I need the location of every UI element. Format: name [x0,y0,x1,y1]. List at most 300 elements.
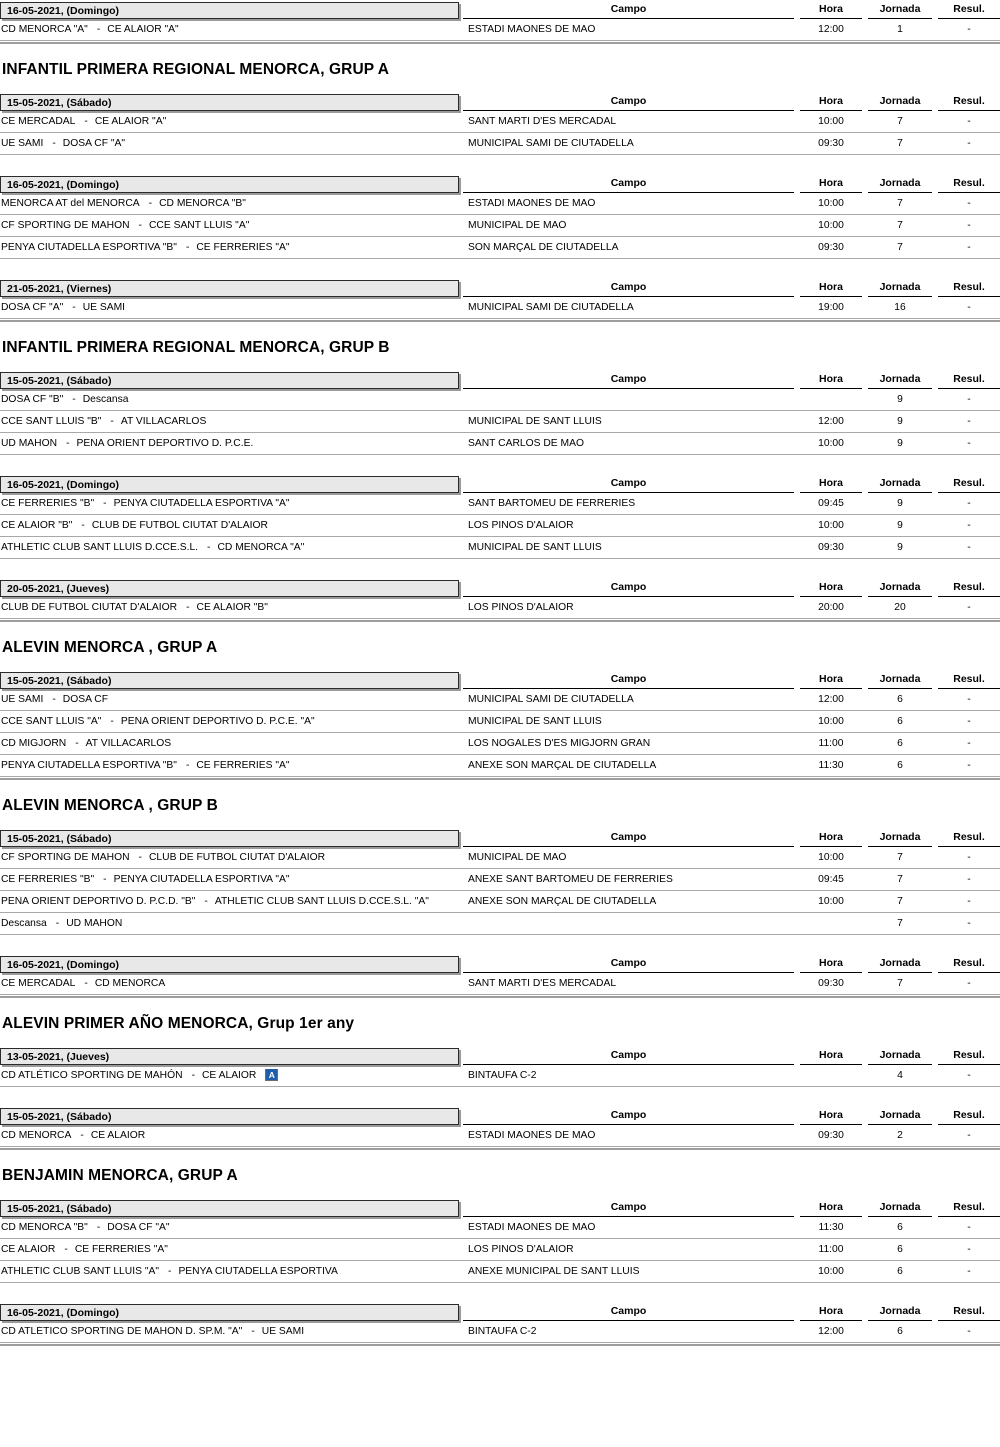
match-time: 11:30 [818,760,844,772]
column-header-resul: Resul. [938,831,1000,847]
match-result: - [967,498,971,510]
table-row [0,913,1000,935]
day-block [0,278,1000,319]
match-result: - [967,520,971,532]
match-result: - [967,738,971,750]
away-team: ATHLETIC CLUB SANT LLUÍS D.CCE.S.L. "A" [214,896,429,908]
column-header-campo: Campo [463,1201,794,1217]
match-venue: ANEXE MUNICIPAL DE SANT LLUIS [468,1266,640,1278]
day-block [0,1106,1000,1147]
match-result: - [967,116,971,128]
day-header [0,278,1000,297]
table-row [0,111,1000,133]
table-row [0,411,1000,433]
column-header-jornada: Jornada [868,373,932,389]
away-team: CD MENORCA "A" [217,542,305,554]
table-row [0,711,1000,733]
match-teams [0,24,464,35]
date-label: 16-05-2021, (Domingo) [0,1304,459,1321]
column-headers [463,670,1000,689]
home-team: ATHLETIC CLUB SANT LLUÍS "A" [1,1266,159,1278]
column-header-campo: Campo [463,95,794,111]
away-team: DOSA CF [62,694,108,706]
home-team: CCE SANT LLUIS "A" [1,716,102,728]
table-row [0,847,1000,869]
table-row [0,733,1000,755]
match-time: 10:00 [818,438,844,450]
match-venue: BINTAUFA C-2 [468,1326,537,1338]
match-teams [0,716,464,727]
match-result: - [967,242,971,254]
home-team: CD ATLÉTICO SPORTING DE MAHÓN [1,1070,183,1082]
home-team: CD ATLÉTICO SPORTING DE MAHÓN D. SP.M. "A" [1,1326,243,1338]
match-time: 11:30 [818,1222,844,1234]
match-venue: SON MARÇAL DE CIUTADELLA [468,242,619,254]
column-header-hora: Hora [800,673,862,689]
match-venue: ANEXE SANT BARTOMEU DE FERRERIES [468,874,673,886]
match-result: - [967,302,971,314]
versus-separator: - [186,602,190,614]
versus-separator: - [168,1266,172,1278]
versus-separator: - [148,198,153,210]
competition-title: INFANTIL PRIMERA REGIONAL MENORCA, GRUP B [2,339,390,357]
column-header-resul: Resul. [938,957,1000,973]
versus-separator: - [80,1130,84,1142]
column-header-resul: Resul. [938,1305,1000,1321]
date-label: 15-05-2021, (Sábado) [0,94,459,111]
day-header [0,92,1000,111]
match-teams [0,394,464,405]
away-team: CE ALAIOR [202,1070,257,1082]
match-matchday: 7 [897,220,903,232]
match-time: 10:00 [818,198,844,210]
column-header-campo: Campo [463,1049,794,1065]
column-header-hora: Hora [800,831,862,847]
column-headers [463,474,1000,493]
column-headers [463,1198,1000,1217]
match-venue: MUNICIPAL DE SANT LLUIS [468,416,602,428]
column-header-jornada: Jornada [868,581,932,597]
table-row [0,1065,1000,1087]
date-label: 15-05-2021, (Sábado) [0,830,459,847]
match-teams [0,738,464,749]
match-matchday: 6 [897,760,903,772]
day-header [0,0,1000,19]
column-header-jornada: Jornada [868,95,932,111]
away-team: CCE SANT LLUIS "A" [148,220,250,232]
match-time: 10:00 [818,716,844,728]
competition-title: ALEVIN MENORCA , GRUP B [2,797,218,815]
match-teams [0,896,464,907]
match-matchday: 9 [897,498,903,510]
day-block [0,578,1000,619]
column-header-campo: Campo [463,1109,794,1125]
match-time: 10:00 [818,220,844,232]
column-headers [463,0,1000,19]
column-header-hora: Hora [800,1049,862,1065]
match-matchday: 16 [894,302,906,314]
match-matchday: 9 [897,438,903,450]
away-team: AT VILLACARLOS [120,416,207,428]
away-team: CE FERRERIES "A" [196,760,290,772]
column-header-resul: Resul. [938,95,1000,111]
column-header-jornada: Jornada [868,957,932,973]
match-teams [0,852,464,863]
match-teams [0,242,464,253]
match-matchday: 7 [897,978,903,990]
table-row [0,493,1000,515]
date-label: 16-05-2021, (Domingo) [0,956,459,973]
day-header [0,1106,1000,1125]
home-team: UD MAHON [1,438,58,450]
column-header-campo: Campo [463,673,794,689]
table-row [0,1217,1000,1239]
column-header-jornada: Jornada [868,1109,932,1125]
home-team: CF SPORTING DE MAHON [1,220,130,232]
home-team: PEÑA ORIENT DEPORTIVO D. P.C.D. "B" [1,896,196,908]
versus-separator: - [52,138,56,150]
competition-section [0,323,1000,623]
match-time: 09:30 [818,978,844,990]
match-time: 12:00 [818,694,844,706]
match-matchday: 7 [897,918,903,930]
match-time: 10:00 [818,1266,844,1278]
versus-separator: - [185,242,190,254]
column-header-jornada: Jornada [868,1049,932,1065]
away-team: CD MENORCA "B" [159,198,246,210]
match-result: - [967,760,971,772]
column-header-campo: Campo [463,373,794,389]
competition-section [0,781,1000,999]
table-row [0,869,1000,891]
date-label: 16-05-2021, (Domingo) [0,476,459,493]
match-teams [0,1222,464,1233]
match-result: - [967,978,971,990]
match-result: - [967,438,971,450]
match-teams [0,198,464,209]
match-time: 20:00 [818,602,844,614]
away-team: CE ALAIOR [90,1130,146,1142]
column-headers [463,578,1000,597]
column-header-campo: Campo [463,581,794,597]
competition-title: ALEVIN MENORCA , GRUP A [2,639,218,657]
versus-separator: - [75,738,79,750]
away-team: UE SAMI [82,302,126,314]
date-label: 16-05-2021, (Domingo) [0,176,459,193]
home-team: MENORCA AT del MENORCA [1,198,140,210]
match-venue: MUNICIPAL SAMI DE CIUTADELLA [468,138,634,150]
versus-separator: - [64,1244,68,1256]
competition-title: BENJAMIN MENORCA, GRUP A [2,1167,238,1185]
column-headers [463,1046,1000,1065]
match-venue: MUNICIPAL DE MAÓ [468,852,567,864]
column-header-hora: Hora [800,1109,862,1125]
match-matchday: 6 [897,1326,903,1338]
match-matchday: 6 [897,738,903,750]
versus-separator: - [96,24,101,35]
date-label: 15-05-2021, (Sábado) [0,672,459,689]
match-time: 09:30 [818,1130,844,1142]
day-header [0,578,1000,597]
column-header-hora: Hora [800,957,862,973]
away-team: DOSA CF "A" [107,1222,170,1234]
match-matchday: 1 [897,24,903,35]
home-team: DOSA CF "B" [1,394,64,406]
home-team: CCE SANT LLUÍS "B" [1,416,102,428]
away-team: DOSA CF "A" [62,138,126,150]
column-header-campo: Campo [463,177,794,193]
match-matchday: 7 [897,874,903,886]
table-row [0,1261,1000,1283]
away-team: CE FERRERIES "A" [196,242,290,254]
match-teams [0,116,464,127]
match-result: - [967,1266,971,1278]
match-time: 12:00 [818,1326,844,1338]
match-venue: MUNICIPAL SAMI DE CIUTADELLA [468,694,634,706]
column-header-hora: Hora [800,1305,862,1321]
match-result: - [967,918,971,930]
day-header [0,954,1000,973]
match-result: - [967,1244,971,1256]
match-teams [0,138,464,149]
day-block [0,1046,1000,1087]
table-row [0,433,1000,455]
match-result: - [967,394,971,406]
home-team: CD MENORCA "B" [1,1222,88,1234]
column-header-campo: Campo [463,1305,794,1321]
table-row [0,755,1000,777]
match-time: 10:00 [818,520,844,532]
column-header-campo: Campo [463,477,794,493]
competition-title: INFANTIL PRIMERA REGIONAL MENORCA, GRUP A [2,61,390,78]
match-matchday: 20 [894,602,906,614]
match-teams [0,1130,464,1141]
column-header-resul: Resul. [938,1049,1000,1065]
match-venue: ANEXE SON MARÇAL DE CIUTADELLA [468,760,657,772]
match-matchday: 9 [897,542,903,554]
away-team: CE ALAIOR "A" [94,116,167,128]
versus-separator: - [191,1070,195,1082]
home-team: CE MERCADAL [1,116,76,128]
versus-separator: - [103,874,107,886]
match-time: 09:30 [818,542,844,554]
day-block [0,474,1000,559]
away-team: PENYA CIUTADELLA ESPORTIVA "A" [113,498,290,510]
column-header-campo: Campo [463,831,794,847]
match-teams [0,520,464,531]
table-row [0,237,1000,259]
day-header [0,174,1000,193]
match-venue: MUNICIPAL DE SANT LLUIS [468,542,602,554]
away-team: PENYA CIUTADELLA ESPORTIVA [178,1266,338,1278]
table-row [0,133,1000,155]
match-venue: ANEXE SON MARÇAL DE CIUTADELLA [468,896,657,908]
table-row [0,515,1000,537]
day-block [0,670,1000,777]
away-team: UE SAMI [261,1326,305,1338]
home-team: DOSA CF "A" [1,302,64,314]
match-matchday: 4 [897,1070,903,1082]
versus-separator: - [81,520,85,532]
match-matchday: 7 [897,116,903,128]
column-header-resul: Resul. [938,1109,1000,1125]
day-block [0,0,1000,41]
section-divider [0,1344,1000,1347]
versus-separator: - [96,1222,101,1234]
home-team: ATHLETIC CLUB SANT LLUÍS D.CCE.S.L. [1,542,199,554]
date-label: 15-05-2021, (Sábado) [0,1108,459,1125]
versus-separator: - [138,852,142,864]
match-time: 10:00 [818,896,844,908]
table-row [0,537,1000,559]
versus-separator: - [110,716,114,728]
home-team: CF SPORTING DE MAHON [1,852,130,864]
versus-separator: - [207,542,211,554]
match-venue: MUNICIPAL DE MAÓ [468,220,567,232]
column-header-resul: Resul. [938,281,1000,297]
away-team: CE FERRERIES "A" [74,1244,168,1256]
home-team: CE ALAIOR "B" [1,520,73,532]
match-matchday: 6 [897,716,903,728]
match-result: - [967,874,971,886]
column-header-resul: Resul. [938,3,1000,19]
day-header [0,1198,1000,1217]
column-headers [463,1302,1000,1321]
day-header [0,370,1000,389]
column-header-hora: Hora [800,373,862,389]
match-result: - [967,1326,971,1338]
versus-separator: - [84,978,88,990]
match-venue: SANT MARTI D'ES MERCADAL [468,116,617,128]
match-time: 09:30 [818,138,844,150]
away-team: CD MENORCA [94,978,166,990]
column-header-resul: Resul. [938,1201,1000,1217]
table-row [0,19,1000,41]
day-header [0,670,1000,689]
column-headers [463,174,1000,193]
table-row [0,973,1000,995]
match-teams [0,694,464,705]
versus-separator: - [185,760,190,772]
column-header-resul: Resul. [938,673,1000,689]
match-result: - [967,220,971,232]
table-row [0,597,1000,619]
match-teams [0,220,464,231]
match-venue: ESTADI MAONÉS DE MAÓ [468,1130,596,1142]
match-venue: LOS PINOS D'ALAIOR [468,602,574,614]
versus-separator: - [52,694,56,706]
column-header-resul: Resul. [938,477,1000,493]
match-teams [0,498,464,509]
versus-separator: - [72,394,76,406]
date-label: 16-05-2021, (Domingo) [0,2,459,19]
column-header-hora: Hora [800,95,862,111]
day-header [0,474,1000,493]
day-block [0,1198,1000,1283]
home-team: PENYA CIUTADELLA ESPORTIVA "B" [1,760,177,772]
versus-separator: - [251,1326,255,1338]
match-venue: ESTADI MAONÉS DE MAÓ [468,1222,596,1234]
home-team: UE SAMI [1,694,44,706]
match-time: 09:30 [818,242,844,254]
versus-separator: - [110,416,114,428]
day-header [0,1302,1000,1321]
match-result: - [967,542,971,554]
match-venue: LOS PINOS D'ALAIOR [468,520,574,532]
away-team: PENYA CIUTADELLA ESPORTIVA "A" [113,874,290,886]
match-result: - [967,1222,971,1234]
column-header-campo: Campo [463,281,794,297]
column-headers [463,828,1000,847]
competition-section [0,999,1000,1151]
attachment-icon[interactable]: A [265,1069,278,1081]
column-header-campo: Campo [463,957,794,973]
date-label: 21-05-2021, (Viernes) [0,280,459,297]
match-teams [0,542,464,553]
table-row [0,891,1000,913]
match-matchday: 9 [897,394,903,406]
column-headers [463,370,1000,389]
versus-separator: - [55,918,60,930]
match-teams [0,302,464,313]
table-row [0,689,1000,711]
away-team: CLUB DE FUTBOL CIUTAT D'ALAIOR [148,852,326,864]
match-venue: SANT BARTOMEU DE FERRERIES [468,498,636,510]
competition-section [0,0,1000,45]
column-headers [463,92,1000,111]
column-header-hora: Hora [800,281,862,297]
match-time: 09:45 [818,874,844,886]
competition-section [0,45,1000,323]
away-team: Descansa [82,394,129,406]
day-block [0,92,1000,155]
column-header-jornada: Jornada [868,281,932,297]
match-matchday: 7 [897,896,903,908]
competition-title: ALEVIN PRIMER AÑO MENORCA, Grup 1er any [2,1015,355,1033]
home-team: CE MERCADAL [1,978,76,990]
match-result: - [967,852,971,864]
day-block [0,1302,1000,1343]
day-block [0,174,1000,259]
versus-separator: - [138,220,142,232]
column-header-hora: Hora [800,477,862,493]
column-header-jornada: Jornada [868,3,932,19]
table-row [0,1239,1000,1261]
match-venue: SANT MARTI D'ES MERCADAL [468,978,617,990]
match-time: 10:00 [818,852,844,864]
day-header [0,1046,1000,1065]
column-header-hora: Hora [800,1201,862,1217]
away-team: PEÑA ORIENT DEPORTIVO D. P.C.E. [76,438,254,450]
versus-separator: - [72,302,76,314]
day-block [0,954,1000,995]
versus-separator: - [66,438,70,450]
home-team: CLUB DE FUTBOL CIUTAT D'ALAIOR [1,602,178,614]
match-teams [0,602,464,613]
away-team: AT VILLACARLOS [85,738,172,750]
table-row [0,215,1000,237]
match-result: - [967,896,971,908]
home-team: Descansa [1,918,47,930]
match-teams [0,918,464,929]
match-time: 12:00 [818,24,844,35]
table-row [0,297,1000,319]
away-team: PEÑA ORIENT DEPORTIVO D. P.C.E. "A" [120,716,315,728]
match-venue: ESTADI MAONÉS DE MAÓ [468,198,596,210]
column-header-hora: Hora [800,177,862,193]
match-result: - [967,694,971,706]
match-matchday: 2 [897,1130,903,1142]
